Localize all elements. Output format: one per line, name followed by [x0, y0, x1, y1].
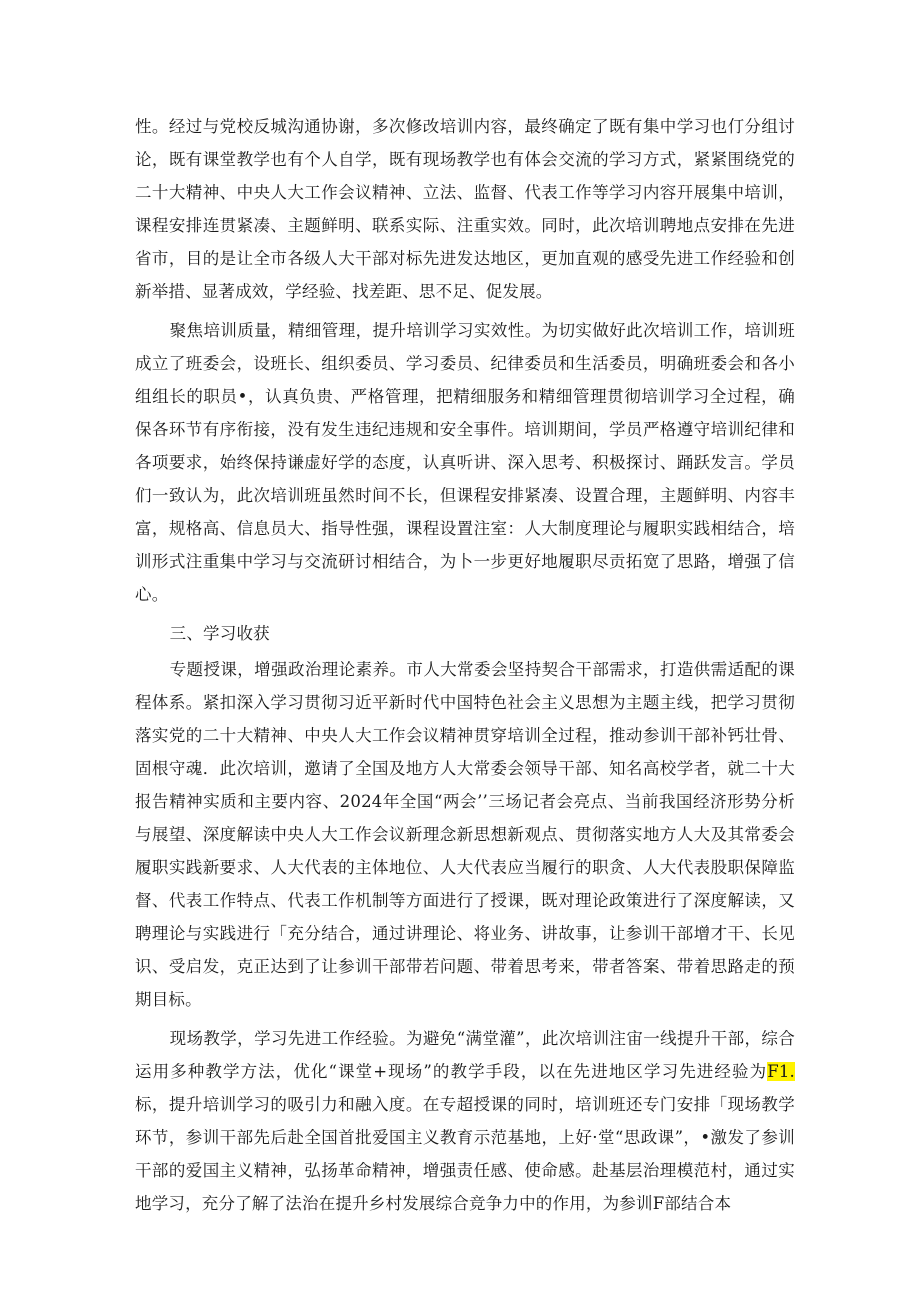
section-heading-learning-outcomes: 三、学习收获	[169, 624, 270, 643]
paragraph-onsite-teaching	[135, 1022, 795, 1220]
paragraph-training-management: 聚焦培训质量，精细管理，提升培训学习实效性。为切实做好此次培训工作，培训班成立了班委会，设班长、组织委员、学习委员、纪律委员和生活委员，明确班委会和各小组组长的职员•，认真负贵、严格管理，把精细服务和精细管理贯彻培训学习全过程，确保各环节有序衔接，没有发生违纪违规和安全事件。培训期间，学员严格遵守培训纪律和各项要求，始终保持谦虚好学的态度，认真听讲、深入思考、积极探讨、踊跃发言。学员们一致认为，此次培训班虽然时间不长，但课程安排紧凑、设置合理，主题鲜明、内容丰富，规格高、信息员大、指导性强，课程设置注室：人大制度理论与履职实践相结合，培训形式注重集中学习与交流研讨相结合，为卜一步更好地履职尽贡拓宽了思路，增强了信心。	[135, 321, 795, 604]
document-body	[135, 110, 795, 1220]
paragraph-special-lectures: 专题授课，增强政治理论素养。市人大常委会坚持契合干部需求，打造供需适配的课程体系。紧扣深入学习贯彻习近平新时代中国特色社会主义思想为主题主线，把学习贯彻落实党的二十大精神、中央人大工作会议精神贯穿培训全过程，推动参训干部补钙壮骨、固根守魂．此次培训，邀请了全国及地方人大常委会领导干部、知名高校学者，就二十大报告精神实质和主要内容、2024年全国“两会’’三场记者会亮点、当前我国经济形势分析与展望、深度解读中央人大工作会议新理念新思想新观点、贯彻落实地方人大及其常委会履职实践新要求、人大代表的主体地位、人大代表应当履行的职贪、人大代表股职保障监督、代表工作特点、代表工作机制等方面进行了授课，既对理论政策进行了深度解读，又聘理论与实践进行「充分结合，通过讲理论、将业务、讲故事，让参训干部增才干、长见识、受启发，克正达到了让参训干部带若问题、带着思考来，带者答案、带着思路走的预期目标。	[135, 660, 795, 1009]
paragraph-onsite-text-before: 现场教学，学习先进工作经验。为避免“满堂灌”，此次培训注宙一线提升干部，综合运用多种教学方法，优化“课堂+现场”的教学手段，以在先进地区学习先进经验为	[135, 1029, 795, 1081]
highlighted-text: F1.	[767, 1062, 795, 1081]
paragraph-onsite-text-after: 标，提升培训学习的吸引力和融入度。在专超授课的同时，培训班还专门安排「现场教学环节，参训干部先后赴全国首批爱国主义教育示范基地，上好·堂“思政课”，•激发了参训干部的爱国主义精神，弘扬革命精神，增强责任感、使命感。赴基层治理模范村，通过实地学习，充分了解了法治在提升乡村发展综合竞争力中的作用，为参训F部结合本	[135, 1095, 795, 1213]
paragraph-training-format: 性。经过与党校反城沟通协谢，多次修改培训内容，最终确定了既有集中学习也仃分组讨论，既有课堂教学也有个人自学，既有现场教学也有体会交流的学习方式，紧紧围绕党的二十大精神、中央人大工作会议精神、立法、监督、代表工作等学习内容幵展集中培训，课程安排连贯紧凑、主题鲜明、联系实际、注重实效。同时，此次培训聘地点安排在先进省市，目的是让全市各级人大干部对标先进发达地区，更加直观的感受先进工作经验和创新举措、显著成效，学经验、找差距、思不足、促发展。	[135, 117, 795, 301]
